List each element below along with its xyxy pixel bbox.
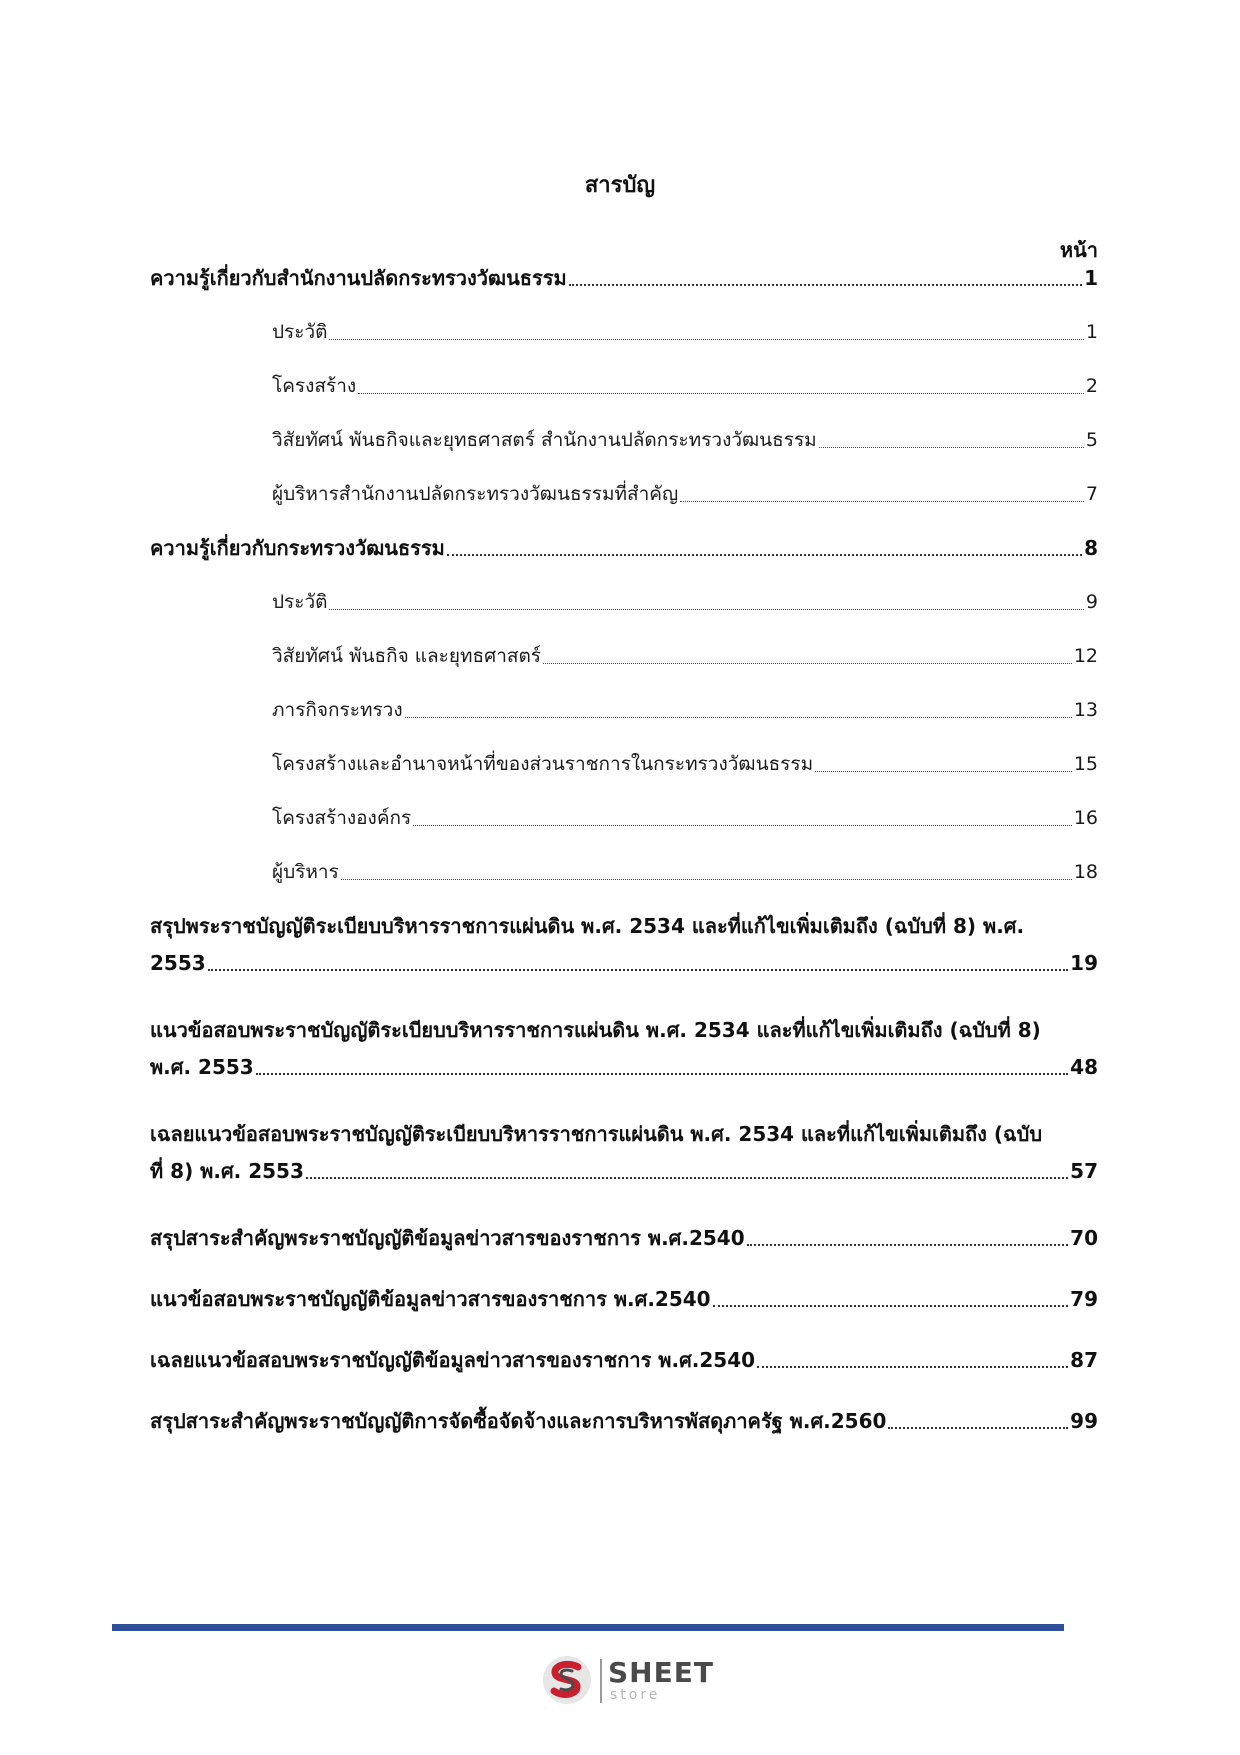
dot-leader (747, 1244, 1069, 1246)
toc-entry-label: เฉลยแนวข้อสอบพระราชบัญญัติข้อมูลข่าวสารของราชการ พ.ศ.2540 (150, 1348, 756, 1372)
toc-page-number: 48 (1070, 1055, 1098, 1079)
dot-leader (543, 663, 1072, 664)
toc-entry-subsection[interactable] (272, 803, 1098, 833)
toc-entry-subsection[interactable] (272, 857, 1098, 887)
toc-page-number: 57 (1070, 1159, 1098, 1183)
logo-text: SHEET (608, 1656, 714, 1689)
toc-page-number: 70 (1070, 1226, 1098, 1250)
sheet-store-logo-mark-icon (540, 1653, 594, 1707)
toc-page-number: 15 (1073, 753, 1098, 775)
toc-entry-label-line1: สรุปพระราชบัญญัติระเบียบบริหารราชการแผ่นดิน พ.ศ. 2534 และที่แก้ไขเพิ่มเติมถึง (ฉบับที่ 8) พ.ศ. (150, 914, 1025, 938)
page-column-header: หน้า (1059, 238, 1098, 262)
toc-entry-section[interactable] (150, 948, 1098, 978)
toc-page-number: 79 (1070, 1287, 1098, 1311)
toc-entry-section[interactable] (150, 1223, 1098, 1253)
toc-entry-label: วิสัยทัศน์ พันธกิจ และยุทธศาสตร์ (272, 645, 542, 667)
toc-page-number: 13 (1073, 699, 1098, 721)
toc-page-number: 1 (1085, 321, 1098, 343)
toc-entry-subsection[interactable] (272, 587, 1098, 617)
toc-page-number: 19 (1070, 951, 1098, 975)
dot-leader (256, 1073, 1068, 1075)
logo-divider (600, 1659, 602, 1703)
toc-page-number: 87 (1070, 1348, 1098, 1372)
toc-entry-label: 2553 (150, 951, 206, 975)
footer-rule (112, 1624, 1064, 1631)
toc-entry-subsection[interactable] (272, 695, 1098, 725)
dot-leader (306, 1177, 1068, 1179)
dot-leader (329, 339, 1083, 340)
toc-entry-section[interactable] (150, 263, 1098, 293)
logo-subtext: store (610, 1687, 661, 1703)
toc-entry-label: สรุปสาระสำคัญพระราชบัญญัติการจัดซื้อจัดจ้างและการบริหารพัสดุภาครัฐ พ.ศ.2560 (150, 1409, 887, 1433)
toc-entry-label: โครงสร้าง (272, 375, 357, 397)
toc-page-number: 12 (1073, 645, 1098, 667)
toc-entry-subsection[interactable] (272, 641, 1098, 671)
dot-leader (815, 771, 1072, 772)
toc-entry-label: พ.ศ. 2553 (150, 1055, 254, 1079)
toc-page-number: 5 (1085, 429, 1098, 451)
toc-page-number: 99 (1070, 1409, 1098, 1433)
toc-entry-label: ประวัติ (272, 591, 328, 613)
dot-leader (569, 284, 1082, 286)
dot-leader (819, 447, 1084, 448)
sheet-store-logo (540, 1653, 720, 1713)
dot-leader (413, 825, 1072, 826)
toc-entry-label: ผู้บริหารสำนักงานปลัดกระทรวงวัฒนธรรมที่สำคัญ (272, 483, 679, 505)
toc-page-number: 2 (1085, 375, 1098, 397)
toc-entry-label: โครงสร้างและอำนาจหน้าที่ของส่วนราชการในกระทรวงวัฒนธรรม (272, 753, 814, 775)
toc-entry-label: ผู้บริหาร (272, 861, 339, 883)
dot-leader (341, 879, 1072, 880)
dot-leader (680, 501, 1084, 502)
toc-entry-subsection[interactable] (272, 425, 1098, 455)
toc-entry-label: ที่ 8) พ.ศ. 2553 (150, 1159, 304, 1183)
dot-leader (329, 609, 1083, 610)
toc-page-number: 16 (1073, 807, 1098, 829)
toc-entry-label: ความรู้เกี่ยวกับสำนักงานปลัดกระทรวงวัฒนธรรม (150, 266, 567, 290)
toc-entry-label: ประวัติ (272, 321, 328, 343)
toc-entry-label-line1: แนวข้อสอบพระราชบัญญัติระเบียบบริหารราชการแผ่นดิน พ.ศ. 2534 และที่แก้ไขเพิ่มเติมถึง (ฉบับที่ 8) (150, 1018, 1041, 1042)
toc-entry-label: สรุปสาระสำคัญพระราชบัญญัติข้อมูลข่าวสารของราชการ พ.ศ.2540 (150, 1226, 745, 1250)
toc-entry-subsection[interactable] (272, 479, 1098, 509)
toc-entry-subsection[interactable] (272, 317, 1098, 347)
toc-entry-label: โครงสร้างองค์กร (272, 807, 412, 829)
toc-entry-subsection[interactable] (272, 749, 1098, 779)
dot-leader (405, 717, 1072, 718)
toc-entry-label: ภารกิจกระทรวง (272, 699, 403, 721)
toc-entry-section[interactable] (150, 1345, 1098, 1375)
toc-page-number: 7 (1085, 483, 1098, 505)
toc-entry-section[interactable] (150, 533, 1098, 563)
toc-page-number: 9 (1085, 591, 1098, 613)
toc-entry-section[interactable] (150, 1052, 1098, 1082)
toc-page-number: 18 (1073, 861, 1098, 883)
toc-entry-section[interactable] (150, 1284, 1098, 1314)
toc-page-number: 1 (1084, 266, 1098, 290)
toc-entry-label: ความรู้เกี่ยวกับกระทรวงวัฒนธรรม (150, 536, 445, 560)
toc-entry-section[interactable] (150, 1156, 1098, 1186)
dot-leader (713, 1305, 1069, 1307)
toc-entry-label-line1: เฉลยแนวข้อสอบพระราชบัญญัติระเบียบบริหารราชการแผ่นดิน พ.ศ. 2534 และที่แก้ไขเพิ่มเติมถึง (ฉบับ (150, 1122, 1043, 1146)
dot-leader (757, 1366, 1068, 1368)
toc-entry-label: วิสัยทัศน์ พันธกิจและยุทธศาสตร์ สำนักงานปลัดกระทรวงวัฒนธรรม (272, 429, 817, 451)
dot-leader (888, 1427, 1068, 1429)
dot-leader (208, 969, 1068, 971)
toc-entry-subsection[interactable] (272, 371, 1098, 401)
toc-entry-section[interactable] (150, 1406, 1098, 1436)
dot-leader (447, 554, 1082, 556)
toc-page-number: 8 (1084, 536, 1098, 560)
dot-leader (358, 393, 1084, 394)
toc-entry-label: แนวข้อสอบพระราชบัญญัติข้อมูลข่าวสารของราชการ พ.ศ.2540 (150, 1287, 711, 1311)
page-title: สารบัญ (584, 173, 656, 198)
